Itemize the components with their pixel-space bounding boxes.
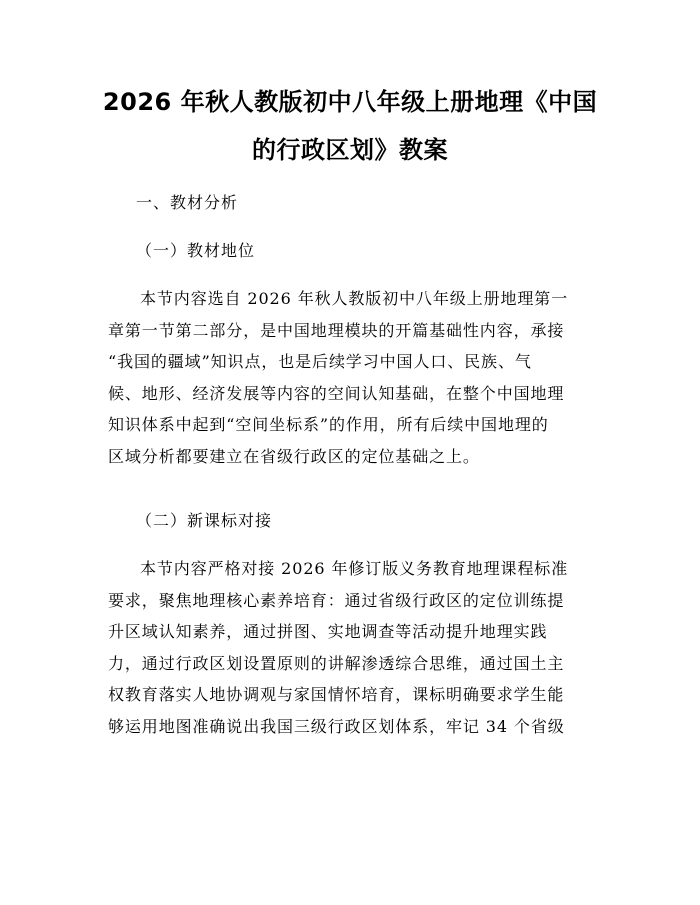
section-heading-textbook-analysis: 一、教材分析 bbox=[136, 193, 239, 212]
subsection-heading-textbook-status: （一）教材地位 bbox=[136, 241, 256, 260]
document-title bbox=[90, 78, 610, 174]
paragraph-line: 升区域认知素养，通过拼图、实地调查等活动提升地理实践 bbox=[108, 622, 548, 641]
paragraph-line: 本节内容选自 2026 年秋人教版初中八年级上册地理第一 bbox=[140, 289, 569, 308]
paragraph-line: 本节内容严格对接 2026 年修订版义务教育地理课程标准 bbox=[140, 559, 569, 578]
paragraph-line: 候、地形、经济发展等内容的空间认知基础，在整个中国地理 bbox=[108, 383, 565, 403]
paragraph-curriculum-alignment bbox=[108, 553, 608, 742]
title-line: 2026 年秋人教版初中八年级上册地理《中国 bbox=[102, 88, 598, 116]
paragraph-line: 章第一节第二部分，是中国地理模块的开篇基础性内容，承接 bbox=[108, 320, 565, 340]
paragraph-line: “我国的疆域”知识点，也是后续学习中国人口、民族、气 bbox=[108, 352, 532, 371]
paragraph-line: 权教育落实人地协调观与家国情怀培育，课标明确要求学生能 bbox=[108, 685, 565, 704]
paragraph-line: 力，通过行政区划设置原则的讲解渗透综合思维，通过国土主 bbox=[108, 653, 565, 673]
paragraph-line: 知识体系中起到“空间坐标系”的作用，所有后续中国地理的 bbox=[108, 415, 549, 434]
subsection-heading-curriculum-alignment: （二）新课标对接 bbox=[136, 511, 273, 530]
paragraph-line: 要求，聚焦地理核心素养培育：通过省级行政区的定位训练提 bbox=[108, 590, 565, 610]
paragraph-line: 够运用地图准确说出我国三级行政区划体系，牢记 34 个省级 bbox=[108, 716, 565, 736]
paragraph-line: 区域分析都要建立在省级行政区的定位基础之上。 bbox=[108, 446, 480, 466]
title-line: 的行政区划》教案 bbox=[252, 136, 448, 164]
paragraph-textbook-status bbox=[108, 283, 608, 472]
